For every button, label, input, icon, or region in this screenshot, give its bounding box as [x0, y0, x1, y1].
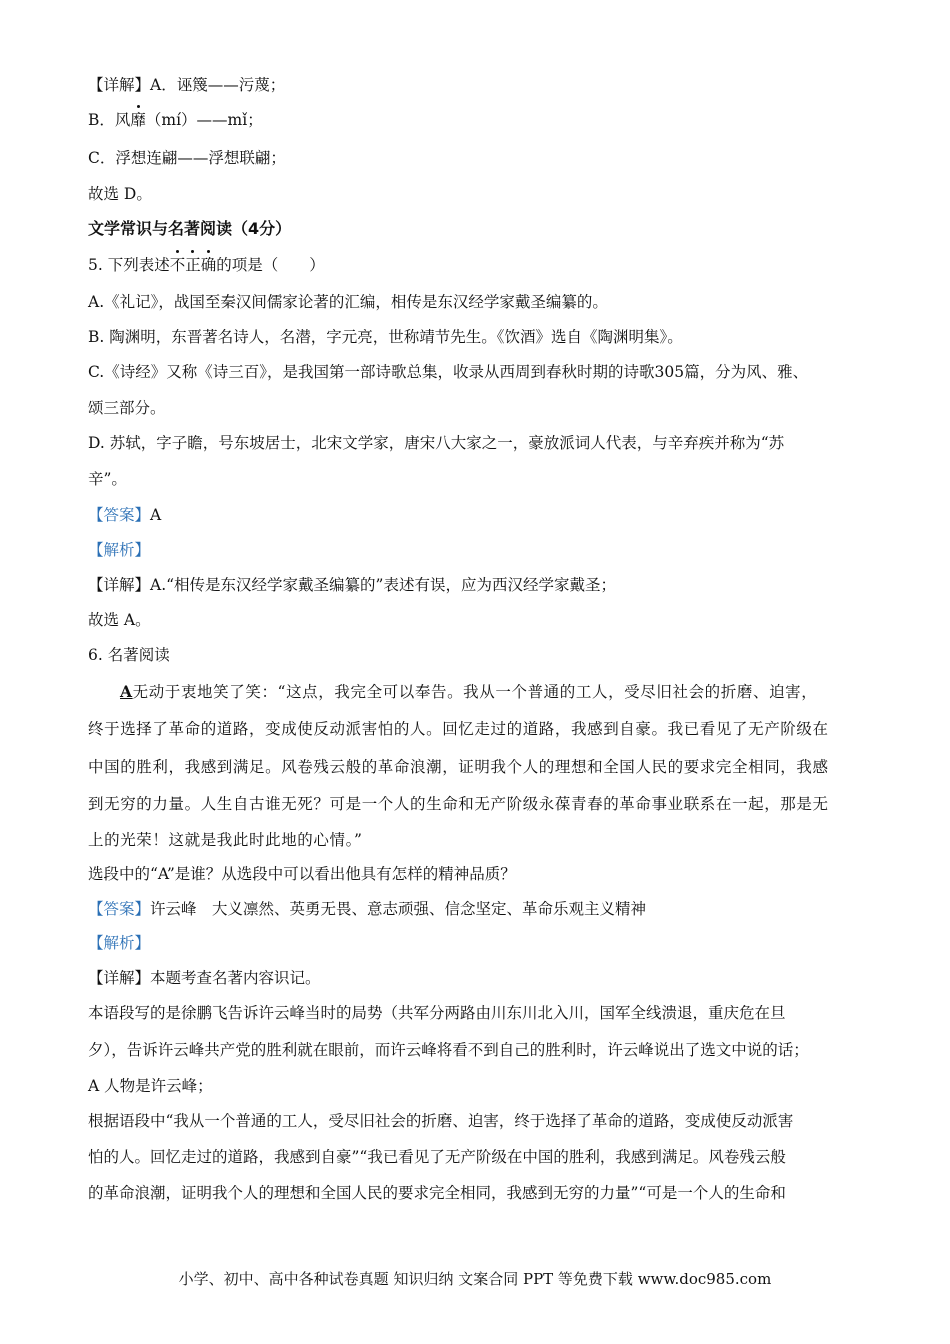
detail-line-c: C．浮想连翩——浮想联翩；: [88, 149, 286, 167]
detail-line-b-pre: B．风: [88, 111, 131, 129]
q5-stem: [88, 254, 325, 276]
choose-line: 故选 D。: [88, 185, 152, 203]
explanation-line-4: 根据语段中“我从一个普通的工人，受尽旧社会的折磨、迫害，终于选择了革命的道路，变成使反动派害: [88, 1112, 794, 1130]
analysis-tag: 【解析】: [88, 541, 151, 559]
passage-line-1-text: 无动于衷地笑了笑：“这点，我完全可以奉告。我从一个普通的工人，受尽旧社会的折磨、迫害，: [132, 683, 818, 701]
q5-option-c-line2: 颂三部分。: [88, 399, 166, 417]
analysis-tag: 【解析】: [88, 934, 151, 952]
explanation-line-1: 本语段写的是徐鹏飞告诉许云峰当时的局势（共军分两路由川东川北入川，国军全线溃退，重庆危在旦: [88, 1004, 786, 1022]
passage-line-5: 上的光荣！这就是我此时此地的心情。”: [88, 831, 363, 849]
detail-line-a: 【详解】A．诬篾——污蔑；: [88, 76, 286, 94]
q5-option-d-line1: D. 苏轼，字子瞻，号东坡居士，北宋文学家，唐宋八大家之一，豪放派词人代表，与辛弃疾并称为“苏: [88, 434, 785, 452]
q5-stem-pre: 5. 下列表述: [88, 256, 170, 274]
explanation-line-2: 夕），告诉许云峰共产党的胜利就在眼前，而许云峰将看不到自己的胜利时，许云峰说出了选文中说的话；: [88, 1041, 809, 1059]
explanation-line-6: 的革命浪潮，证明我个人的理想和全国人民的要求完全相同，我感到无穷的力量”“可是一个人的生命和: [88, 1184, 786, 1202]
passage-line-4: 到无穷的力量。人生自古谁无死？可是一个人的生命和无产阶级永葆青春的革命事业联系在一起，那是无: [88, 795, 829, 813]
q5-detail: 【详解】A.“相传是东汉经学家戴圣编纂的”表述有误，应为西汉经学家戴圣；: [88, 576, 616, 594]
q6-title: 6. 名著阅读: [88, 646, 170, 664]
emphasis-char: 正: [185, 256, 201, 274]
passage-line-3: 中国的胜利，我感到满足。风卷残云般的革命浪潮，证明我个人的理想和全国人民的要求完全相同，我感: [88, 758, 829, 776]
q5-stem-post: 的项是（ ）: [216, 256, 325, 274]
emphasis-char: 不: [169, 256, 186, 274]
q5-answer: [88, 504, 161, 526]
q5-option-c-line1: C.《诗经》又称《诗三百》，是我国第一部诗歌总集，收录从西周到春秋时期的诗歌305篇，分为风、雅、: [88, 363, 809, 381]
explanation-line-3: A 人物是许云峰；: [88, 1077, 213, 1095]
q5-choose: 故选 A。: [88, 611, 151, 629]
page-footer: 小学、初中、高中各种试卷真题 知识归纳 文案合同 PPT 等免费下载 www.doc985.com: [178, 1270, 772, 1288]
q5-option-b: B. 陶渊明，东晋著名诗人，名潜，字元亮，世称靖节先生。《饮酒》选自《陶渊明集》。: [88, 328, 683, 346]
answer-text: 许云峰 大义凛然、英勇无畏、意志顽强、信念坚定、革命乐观主义精神: [150, 900, 647, 918]
answer-tag: 【答案】: [88, 506, 151, 524]
detail-line-b: [88, 109, 263, 131]
detail-line-b-post: （mí）——mǐ；: [145, 111, 263, 129]
passage-placeholder-a: A: [120, 682, 133, 701]
passage-line-1: [120, 681, 817, 703]
explanation-line-5: 怕的人。回忆走过的道路，我感到自豪”“我已看见了无产阶级在中国的胜利，我感到满足。风卷残云般: [88, 1148, 786, 1166]
q5-option-a: A.《礼记》，战国至秦汉间儒家论著的汇编，相传是东汉经学家戴圣编纂的。: [88, 293, 608, 311]
q6-question: 选段中的“A”是谁？从选段中可以看出他具有怎样的精神品质？: [88, 865, 516, 883]
section-heading: 文学常识与名著阅读（4分）: [88, 219, 292, 238]
passage-line-2: 终于选择了革命的道路，变成使反动派害怕的人。回忆走过的道路，我感到自豪。我已看见了无产阶级在: [88, 720, 829, 738]
q6-detail: 【详解】本题考查名著内容识记。: [88, 969, 321, 987]
q5-option-d-line2: 辛”。: [88, 470, 127, 488]
answer-text: A: [150, 506, 162, 524]
emphasis-char: 靡: [130, 111, 146, 129]
answer-tag: 【答案】: [88, 900, 151, 918]
emphasis-char: 确: [200, 256, 217, 274]
q6-answer: [88, 898, 646, 920]
